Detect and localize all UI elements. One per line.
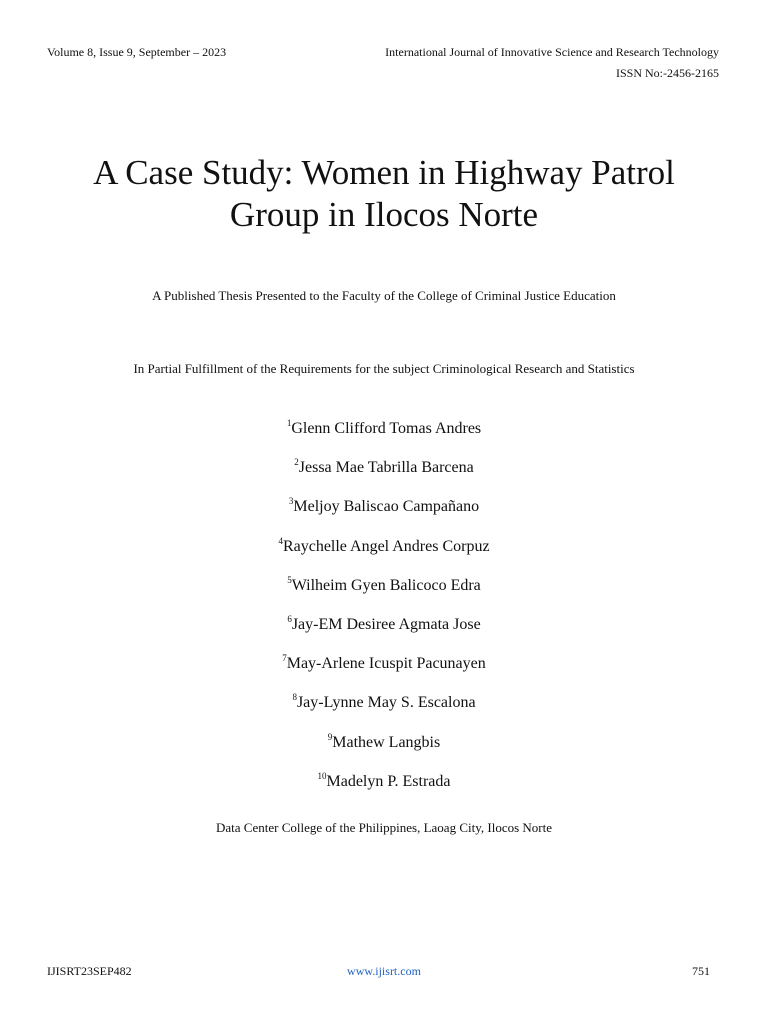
author-number: 4 <box>278 535 283 546</box>
author-item <box>0 575 768 614</box>
author-number: 3 <box>288 496 294 507</box>
author-name: Meljoy Baliscao Campañano <box>293 498 480 516</box>
paper-title <box>0 152 768 236</box>
author-number: 1 <box>286 418 292 428</box>
author-name: Wilheim Gyen Balicoco Edra <box>291 576 481 594</box>
footer-website <box>0 964 768 978</box>
footer-paper-code: IJISRT23SEP482 <box>47 964 132 978</box>
author-number: 7 <box>282 653 287 664</box>
author-item <box>0 496 768 535</box>
author-name: Jay-EM Desiree Agmata Jose <box>291 615 481 633</box>
author-item <box>0 732 768 771</box>
author-number: 5 <box>287 574 292 585</box>
paper-title-line-1: A Case Study: Women in Highway Patrol <box>93 153 675 192</box>
author-list <box>0 418 768 810</box>
footer-page-number: 751 <box>692 964 710 978</box>
author-affiliation: Data Center College of the Philippines, Laoag City, Ilocos Norte <box>216 820 552 835</box>
header-issn: ISSN No:-2456-2165 <box>615 66 719 80</box>
author-item <box>0 771 768 810</box>
author-number: 6 <box>287 613 292 624</box>
author-name: Mathew Langbis <box>332 733 441 751</box>
thesis-subtitle: A Published Thesis Presented to the Faculty of the College of Criminal Justice Education <box>152 288 616 303</box>
author-item <box>0 614 768 653</box>
author-name: Glenn Clifford Tomas Andres <box>291 420 482 437</box>
header-volume-issue: Volume 8, Issue 9, September – 2023 <box>47 45 227 59</box>
author-number: 8 <box>292 692 297 703</box>
author-number: 2 <box>294 457 299 468</box>
author-item <box>0 692 768 731</box>
author-item <box>0 536 768 575</box>
author-item <box>0 457 768 496</box>
website-link[interactable]: www.ijisrt.com <box>347 964 421 978</box>
author-number: 10 <box>317 770 327 781</box>
fulfillment-statement: In Partial Fulfillment of the Requirements for the subject Criminological Research and Statistics <box>133 361 635 376</box>
header-journal-name: International Journal of Innovative Science and Research Technology <box>385 45 719 59</box>
author-name: Madelyn P. Estrada <box>326 772 451 790</box>
author-name: May-Arlene Icuspit Pacunayen <box>286 655 486 673</box>
paper-title-line-2: Group in Ilocos Norte <box>229 195 539 234</box>
author-item <box>0 418 768 457</box>
author-name: Jessa Mae Tabrilla Barcena <box>298 459 474 477</box>
author-name: Jay-Lynne May S. Escalona <box>296 694 476 712</box>
author-item <box>0 653 768 692</box>
author-number: 9 <box>327 731 333 742</box>
author-name: Raychelle Angel Andres Corpuz <box>282 537 490 555</box>
